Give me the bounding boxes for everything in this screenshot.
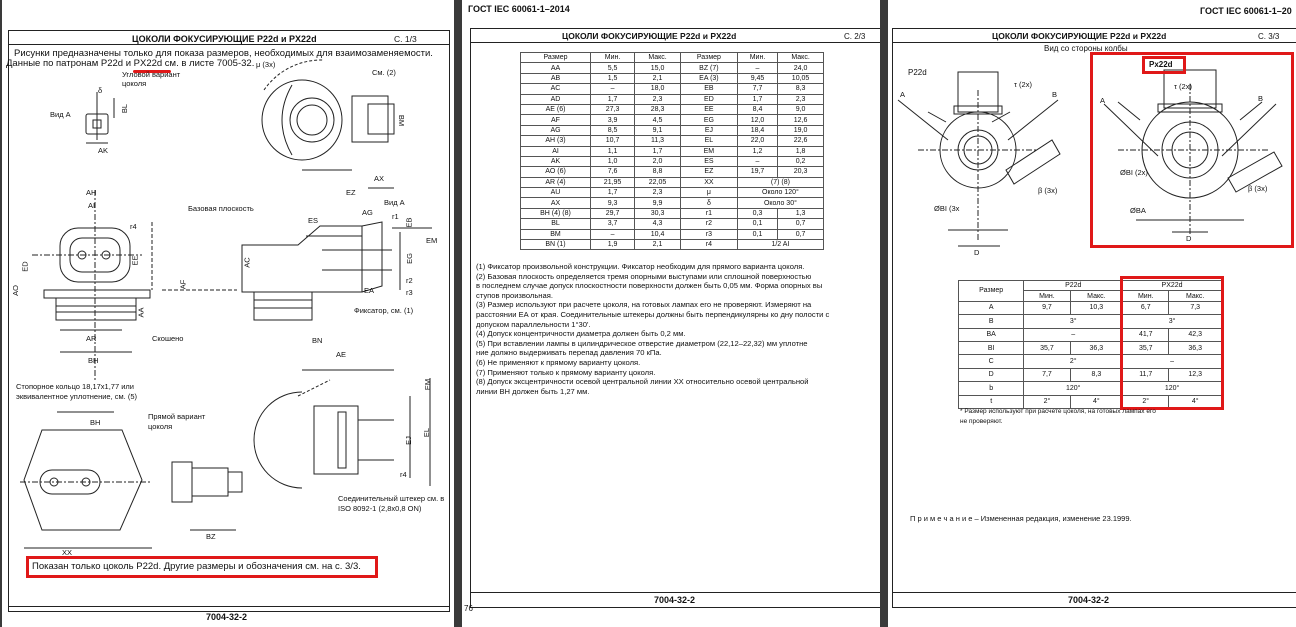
dim-label: EM: [423, 378, 433, 391]
label-retaining-ring: Стопорное кольцо 18,17x1,77 или эквивалентное уплотнение, см. (5): [16, 382, 137, 401]
table-cell: 2°: [1024, 355, 1123, 368]
dim-label: ES: [308, 216, 319, 225]
table-cell: 10,05: [778, 73, 824, 83]
dim-label: AE: [336, 350, 347, 359]
label-obi: ØBI (3x: [934, 204, 960, 213]
note-line: ступов произвольная.: [476, 290, 553, 300]
table-header-cell: Макс.: [635, 53, 681, 63]
table-cell: 11,7: [1123, 368, 1169, 381]
label-p22d: P22d: [908, 68, 927, 77]
dim-label: BH: [90, 418, 101, 427]
note-line: допуском параллельности 1°30'.: [476, 319, 591, 329]
table-cell: 1,5: [591, 73, 635, 83]
table-cell: 22,6: [778, 136, 824, 146]
page-number: С. 3/3: [1258, 32, 1280, 41]
dim-label: δ: [98, 86, 103, 95]
table-cell: 3,7: [591, 219, 635, 229]
table-footnote-2: не проверяют.: [960, 418, 1003, 425]
table-header-cell: Макс.: [778, 53, 824, 63]
label-see-2: См. (2): [372, 68, 396, 77]
table-cell: 2°: [1123, 395, 1169, 408]
table-cell: 7,7: [1024, 368, 1070, 381]
table-cell: BL: [521, 219, 591, 229]
table-cell: AK: [521, 156, 591, 166]
table-row: [521, 177, 824, 187]
label-view-a: Вид А: [50, 110, 71, 119]
px22d-highlight: PX22d: [133, 58, 163, 69]
table-cell: 18,4: [737, 125, 777, 135]
table-header-cell: Макс.: [1169, 291, 1222, 301]
label-a: A: [900, 90, 906, 99]
dim-label: AI: [88, 201, 96, 210]
table-cell: –: [591, 229, 635, 239]
table-cell: Около 30°: [737, 198, 823, 208]
table-cell: 9,7: [1024, 301, 1070, 314]
table-cell: 4°: [1070, 395, 1123, 408]
page-title: ЦОКОЛИ ФОКУСИРУЮЩИЕ P22d и PX22d: [132, 34, 317, 44]
table-row: [521, 188, 824, 198]
note-line: (6) Не применяют к прямому варианту цоколя.: [476, 357, 641, 367]
table-header-cell: Мин.: [591, 53, 635, 63]
table-cell: 2,3: [778, 94, 824, 104]
label-a-2: A: [1100, 96, 1106, 105]
table-cell: XX: [680, 177, 737, 187]
dim-label: EM: [426, 236, 438, 245]
table-cell: EG: [680, 115, 737, 125]
table-cell: EB: [680, 84, 737, 94]
gost-header: ГОСТ IEC 60061-1–20: [1200, 6, 1292, 16]
table-cell: 2°: [1024, 395, 1070, 408]
table-row: [521, 136, 824, 146]
document-page-2: [462, 0, 880, 627]
label-d: D: [974, 248, 980, 257]
table-cell: 0,1: [737, 229, 777, 239]
table-cell: A: [959, 301, 1024, 314]
dim-label: r3: [406, 288, 413, 297]
table-cell: AX: [521, 198, 591, 208]
table-row: [521, 115, 824, 125]
table-cell: 9,1: [635, 125, 681, 135]
dim-label: EE: [130, 255, 140, 266]
table-cell: 27,3: [591, 104, 635, 114]
table-footnote-1: * Размер используют при расчете цоколя, на готовых лампах его: [960, 408, 1156, 415]
table-cell: 1,7: [591, 188, 635, 198]
table-row: [521, 167, 824, 177]
table-cell: 7,6: [591, 167, 635, 177]
table-cell: BN (1): [521, 240, 591, 250]
red-highlight-box-drawing: [1090, 52, 1294, 248]
label-d-2: D: [1186, 234, 1192, 243]
table-cell: 8,4: [737, 104, 777, 114]
table-cell: 22,05: [635, 177, 681, 187]
table-cell: 12,0: [737, 115, 777, 125]
table-cell: 1,9: [591, 240, 635, 250]
document-page-3: [888, 0, 1296, 627]
table-row: [521, 94, 824, 104]
table-cell: 1/2 AI: [737, 240, 823, 250]
table-cell: 1,1: [591, 146, 635, 156]
page-title: ЦОКОЛИ ФОКУСИРУЮЩИЕ P22d и PX22d: [562, 31, 737, 41]
table-cell: EJ: [680, 125, 737, 135]
label-angled-variant: Угловой вариант цоколя: [122, 70, 181, 88]
dim-label: AO: [10, 285, 20, 296]
label-mu: μ (3x): [256, 60, 276, 69]
table-cell: 2,3: [635, 188, 681, 198]
table-header-cell: Мин.: [1024, 291, 1070, 301]
table-cell: r2: [680, 219, 737, 229]
table-cell: –: [737, 156, 777, 166]
table-cell: 1,3: [778, 208, 824, 218]
table-cell: 1,2: [737, 146, 777, 156]
dim-label: EL: [422, 427, 432, 438]
table-cell: 4°: [1169, 395, 1222, 408]
label-oba: ØBA: [1130, 206, 1146, 215]
table-cell: 0,7: [778, 219, 824, 229]
table-row: [521, 146, 824, 156]
table-cell: 42,3: [1169, 328, 1222, 341]
table-cell: r3: [680, 229, 737, 239]
table-cell: 3°: [1024, 315, 1123, 328]
table-cell: 9,3: [591, 198, 635, 208]
table-cell: 10,7: [591, 136, 635, 146]
table-cell: BA: [959, 328, 1024, 341]
table-cell: 9,0: [778, 104, 824, 114]
note-line: ние должно выдерживать перепад давления 70 кПа.: [476, 348, 662, 358]
note-line: (1) Фиксатор произвольной конструкции. Фиксатор необходим для прямого варианта цоколя.: [476, 262, 805, 271]
dim-label: r4: [400, 470, 407, 479]
label-beta: β (3x): [1038, 186, 1058, 195]
table-cell: 2,1: [635, 240, 681, 250]
table-cell: 0,1: [737, 219, 777, 229]
table-cell: μ: [680, 188, 737, 198]
table-header-cell: PX22d: [1123, 281, 1222, 291]
table-cell: EZ: [680, 167, 737, 177]
table-row: [521, 198, 824, 208]
remark: П р и м е ч а н и е – Измененная редакция, изменение 23.1999.: [910, 514, 1132, 523]
label-tau-2: τ (2x): [1174, 82, 1192, 91]
table-cell: 35,7: [1123, 341, 1169, 354]
table-cell: Около 120°: [737, 188, 823, 198]
note-line: (2) Базовая плоскость определяется тремя опорными выступами или сплошной поверхностью: [476, 271, 812, 281]
table-cell: 15,0: [635, 63, 681, 73]
note-line: (5) При вставлении лампы в цилиндрическое отверстие диаметром (22,12–22,32) мм уплотне: [476, 338, 808, 348]
dim-label: EA: [364, 286, 375, 295]
view-caption: Вид со стороны колбы: [1044, 44, 1128, 53]
dim-label: EB: [404, 217, 414, 228]
dim-label: BM: [397, 114, 407, 127]
table-cell: r1: [680, 208, 737, 218]
table-cell: D: [959, 368, 1024, 381]
table-cell: AH (3): [521, 136, 591, 146]
table-cell: –: [737, 63, 777, 73]
dim-label: AA: [136, 307, 146, 318]
label-retainer: Фиксатор, см. (1): [354, 306, 414, 315]
label-b: B: [1052, 90, 1058, 99]
table-cell: 41,7: [1123, 328, 1169, 341]
table-cell: EA (3): [680, 73, 737, 83]
table-cell: 3,9: [591, 115, 635, 125]
table-row: [521, 240, 824, 250]
table-cell: r4: [680, 240, 737, 250]
table-cell: 36,3: [1070, 341, 1123, 354]
note-line: линии BH должен быть 1,27 мм.: [476, 386, 590, 396]
dim-label: BN: [312, 336, 323, 345]
table-cell: ED: [680, 94, 737, 104]
label-view-a-2: Вид А: [384, 198, 405, 207]
note-line: (7) Применяют только к прямому варианту цоколя.: [476, 367, 656, 377]
table-row: [521, 229, 824, 239]
intro-line-2: Данные по патронам P22d и PX22d см. в листе 7005-32.: [6, 58, 255, 69]
table-cell: AO (6): [521, 167, 591, 177]
table-cell: 1,7: [737, 94, 777, 104]
dim-label: EG: [404, 253, 414, 264]
dim-label: AC: [242, 257, 252, 268]
table-cell: 1,7: [635, 146, 681, 156]
dim-label: r1: [392, 212, 399, 221]
table-cell: 8,3: [778, 84, 824, 94]
table-cell: 30,3: [635, 208, 681, 218]
dim-label: AK: [98, 146, 109, 155]
table-cell: BM: [521, 229, 591, 239]
table-cell: AI: [521, 146, 591, 156]
dim-label: BH: [88, 356, 99, 365]
label-chamfered: Скошено: [152, 334, 184, 343]
table-cell: 7,7: [737, 84, 777, 94]
table-cell: BI: [959, 341, 1024, 354]
table-cell: 4,5: [635, 115, 681, 125]
table-cell: 1,7: [591, 94, 635, 104]
table-cell: AF: [521, 115, 591, 125]
table-cell: 19,7: [737, 167, 777, 177]
red-highlight-box-px22d-column: [1120, 276, 1224, 410]
table-row: [521, 219, 824, 229]
dim-label: XX: [62, 548, 73, 557]
dim-label: r2: [406, 276, 413, 285]
table-cell: 3°: [1123, 315, 1222, 328]
table-header-cell: Мин.: [1123, 291, 1169, 301]
table-cell: 9,45: [737, 73, 777, 83]
table-cell: 120°: [1123, 382, 1222, 395]
table-cell: AD: [521, 94, 591, 104]
table-cell: b: [959, 382, 1024, 395]
dim-label: AG: [362, 208, 373, 217]
table-header-cell: P22d: [1024, 281, 1123, 291]
table-header-cell: Размер: [521, 53, 591, 63]
table-row: [521, 63, 824, 73]
table-cell: 1,0: [591, 156, 635, 166]
document-code: 7004-32-2: [1068, 595, 1110, 605]
note-line: (3) Размер используют при расчете цоколя, на готовых лампах его не проверяют. Измеряют на: [476, 300, 812, 310]
table-cell: 12,6: [778, 115, 824, 125]
table-cell: 10,4: [635, 229, 681, 239]
table-cell: 12,3: [1169, 368, 1222, 381]
table-cell: AC: [521, 84, 591, 94]
table-cell: C: [959, 355, 1024, 368]
table-cell: ES: [680, 156, 737, 166]
table-cell: 120°: [1024, 382, 1123, 395]
table-cell: 5,5: [591, 63, 635, 73]
document-page-1: [2, 0, 454, 627]
document-code: 7004-32-2: [654, 595, 696, 605]
table-cell: 8,3: [1070, 368, 1123, 381]
dimensions-table: [520, 52, 824, 250]
title-divider: [470, 42, 880, 43]
label-beta-2: β (3x): [1248, 184, 1268, 193]
table-cell: 24,0: [778, 63, 824, 73]
label-straight-variant: Прямой вариант цоколя: [148, 412, 206, 431]
dim-label: BZ: [206, 532, 216, 541]
table-cell: 29,7: [591, 208, 635, 218]
table-cell: EL: [680, 136, 737, 146]
table-cell: 10,3: [1070, 301, 1123, 314]
table-row: [521, 125, 824, 135]
table-cell: 18,0: [635, 84, 681, 94]
table-cell: EM: [680, 146, 737, 156]
note-line: расстоянии ЕА от края. Соединительные штекеры должны быть перпендикулярны ко дну полости с: [476, 309, 830, 319]
table-cell: 6,7: [1123, 301, 1169, 314]
table-cell: AB: [521, 73, 591, 83]
label-connector: Соединительный штекер см. в ISO 8092-1 (2,8x0,8 ON): [338, 494, 445, 513]
dim-label: AX: [374, 174, 385, 183]
table-cell: δ: [680, 198, 737, 208]
dim-label: BL: [120, 103, 130, 114]
table-cell: 0,2: [778, 156, 824, 166]
dim-label: AH: [86, 188, 97, 197]
table-cell: 2,3: [635, 94, 681, 104]
table-cell: AG: [521, 125, 591, 135]
table-cell: 20,3: [778, 167, 824, 177]
table-cell: B: [959, 315, 1024, 328]
footer-divider: [470, 592, 880, 593]
table-cell: 22,0: [737, 136, 777, 146]
table-cell: 2,1: [635, 73, 681, 83]
dim-label: EJ: [403, 436, 413, 445]
table-cell: 21,95: [591, 177, 635, 187]
table-header-cell: Макс.: [1070, 291, 1123, 301]
table-cell: (7) (8): [737, 177, 823, 187]
table-cell: 4,3: [635, 219, 681, 229]
table-cell: –: [591, 84, 635, 94]
table-cell: AE (6): [521, 104, 591, 114]
page-number: С. 1/3: [394, 34, 417, 44]
page-no: 76: [464, 604, 473, 613]
label-b-2: B: [1258, 94, 1264, 103]
table-cell: EE: [680, 104, 737, 114]
label-obi-2: ØBI (2x): [1120, 168, 1148, 177]
page-number: С. 2/3: [844, 32, 866, 41]
dim-label: EZ: [346, 188, 356, 197]
table-cell: AU: [521, 188, 591, 198]
label-px22d: Px22d: [1149, 60, 1173, 69]
table-cell: t: [959, 395, 1024, 408]
table-cell: 19,0: [778, 125, 824, 135]
table-cell: 7,3: [1169, 301, 1222, 314]
table-cell: 9,9: [635, 198, 681, 208]
table-header-cell: Мин.: [737, 53, 777, 63]
label-tau: τ (2x): [1014, 80, 1032, 89]
table-cell: 35,7: [1024, 341, 1070, 354]
table-header-cell: Размер: [680, 53, 737, 63]
table-row: [521, 104, 824, 114]
table-cell: 8,5: [591, 125, 635, 135]
document-code: 7004-32-2: [206, 612, 248, 622]
table-cell: AR (4): [521, 177, 591, 187]
table-cell: BZ (7): [680, 63, 737, 73]
page-1-note: Показан только цоколь P22d. Другие размеры и обозначения см. на с. 3/3.: [32, 561, 361, 572]
table-cell: 36,3: [1169, 341, 1222, 354]
table-cell: BH (4) (8): [521, 208, 591, 218]
table-row: [521, 84, 824, 94]
note-line: (8) Допуск эксцентричности осевой центральной линии XX относительно осевой центральной: [476, 377, 809, 387]
footer-divider: [8, 606, 450, 607]
table-cell: AA: [521, 63, 591, 73]
page-title: ЦОКОЛИ ФОКУСИРУЮЩИЕ P22d и PX22d: [992, 31, 1167, 41]
table-header-cell: Размер: [959, 281, 1024, 302]
note-line: (4) Допуск концентричности диаметра должен быть 0,2 мм.: [476, 329, 686, 339]
intro-line-1: Рисунки предназначены только для показа размеров, необходимых для взаимозаменяемости.: [14, 48, 433, 59]
dim-label: AR: [86, 334, 97, 343]
table-row: [521, 156, 824, 166]
table-cell: 8,8: [635, 167, 681, 177]
table-cell: 28,3: [635, 104, 681, 114]
table-cell: 2,0: [635, 156, 681, 166]
gost-header: ГОСТ IEC 60061-1–2014: [468, 4, 570, 14]
dim-label: ED: [20, 261, 30, 272]
table-cell: 11,3: [635, 136, 681, 146]
table-row: [521, 73, 824, 83]
table-cell: –: [1024, 328, 1123, 341]
dim-label: r4: [130, 222, 137, 231]
note-line: в последнем случае допуск плоскостности поверхности должен быть 0,05 мм. Форма опорных вы: [476, 281, 823, 291]
table-row: [521, 208, 824, 218]
notes-block: [476, 262, 829, 396]
table-cell: 1,8: [778, 146, 824, 156]
footer-divider: [892, 592, 1296, 593]
table-cell: –: [1123, 355, 1222, 368]
table-cell: 0,3: [737, 208, 777, 218]
table-cell: 0,7: [778, 229, 824, 239]
label-base-plane: Базовая плоскость: [188, 204, 254, 213]
dim-label: AF: [178, 279, 188, 290]
